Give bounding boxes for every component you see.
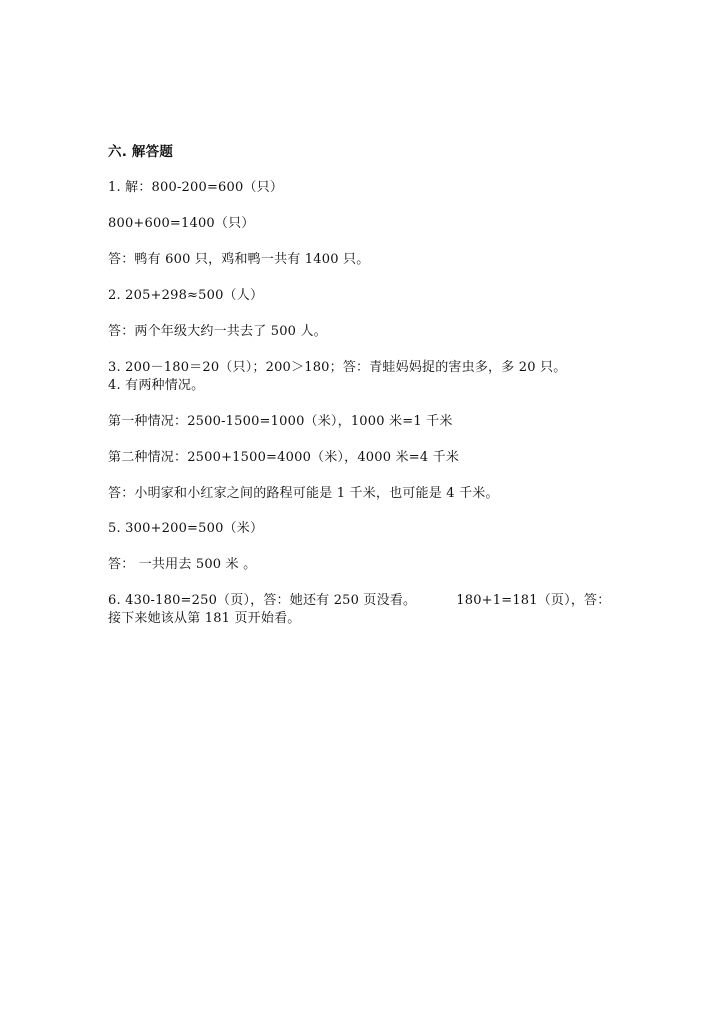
answer-1-line-2: 800+600=1400（只） xyxy=(108,216,255,231)
answer-2-line-1: 2. 205+298≈500（人） xyxy=(108,288,264,303)
answer-1-line-3: 答：鸭有 600 只，鸡和鸭一共有 1400 只。 xyxy=(108,252,370,267)
answer-6-line-1 xyxy=(108,592,610,610)
answer-6-line-1-part-2: 180+1=181（页），答： xyxy=(456,593,611,608)
answer-5-line-2: 答： 一共用去 500 米 。 xyxy=(108,557,257,572)
section-title: 六. 解答题 xyxy=(108,144,174,160)
answer-6-line-2: 接下来她该从第 181 页开始看。 xyxy=(108,611,301,626)
answer-4-line-4: 答：小明家和小红家之间的路程可能是 1 千米，也可能是 4 千米。 xyxy=(108,486,499,501)
answer-4-line-1: 4. 有两种情况。 xyxy=(108,378,205,393)
answer-5-line-1: 5. 300+200=500（米） xyxy=(108,521,264,536)
answer-3-line-1: 3. 200－180＝20（只）；200＞180；答：青蛙妈妈捉的害虫多，多 20 只。 xyxy=(108,360,567,375)
answer-4-line-3: 第二种情况：2500+1500=4000（米），4000 米=4 千米 xyxy=(108,450,460,465)
answer-4-line-2: 第一种情况：2500-1500=1000（米），1000 米=1 千米 xyxy=(108,414,453,429)
answer-1-line-1: 1. 解：800-200=600（只） xyxy=(108,180,284,195)
answer-6-line-1-part-1: 6. 430-180=250（页），答：她还有 250 页没看。 xyxy=(108,593,417,608)
answer-2-line-2: 答：两个年级大约一共去了 500 人。 xyxy=(108,324,327,339)
